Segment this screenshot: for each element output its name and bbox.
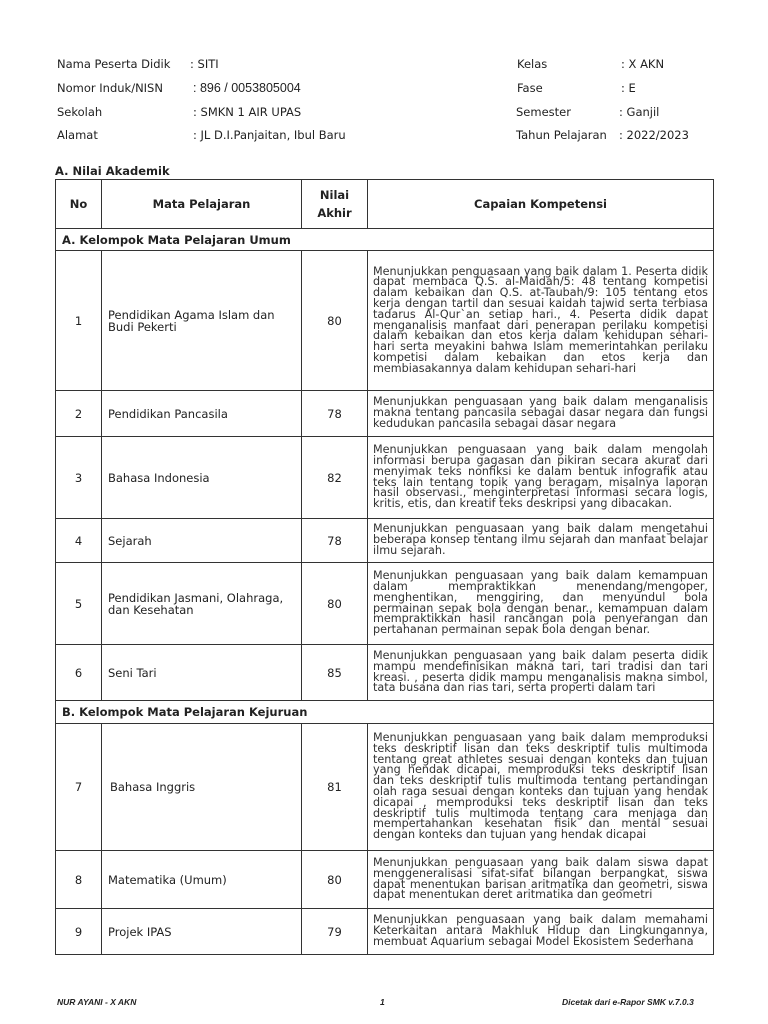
footer-right: Dicetak dari e-Rapor SMK v.7.0.3	[562, 997, 694, 1007]
row-subject: Bahasa Indonesia	[102, 437, 302, 519]
row-subject: Bahasa Inggris	[102, 724, 302, 851]
row-competency: Menunjukkan penguasaan yang baik dalam 1. Peserta didik dapat membaca Q.S. al-Maidah/5: 48 tentang kompetisi dalam kebaikan dan Q.S. at-Taubah/9: 105 tentang etos kerja dengan tartil dan sesuai kaidah tajwid serta terbiasa tadarus Al-Qur`an setiap hari., 4. Peserta didik dapat menganalisis manfaat dari penerapan perilaku kompetisi dalam kebaikan dan etos kerja dalam kehidupan sehari-hari serta meyakini bahwa Islam memerintahkan perilaku kompetisi dalam kebaikan dan etos kerja dan membiasakannya dalam kehidupan sehari-hari	[368, 251, 714, 391]
semester-value: : Ganjil	[619, 105, 660, 119]
school-label: Sekolah	[57, 105, 103, 119]
row-score: 82	[302, 437, 368, 519]
address-value: : JL D.I.Panjaitan, Ibul Baru	[193, 128, 346, 142]
phase-label: Fase	[517, 81, 543, 95]
row-competency: Menunjukkan penguasaan yang baik dalam menganalisis makna tentang pancasila sebagai dasar negara dan fungsi kedudukan pancasila sebagai dasar negara	[368, 391, 714, 437]
table-row	[56, 851, 714, 909]
row-competency: Menunjukkan penguasaan yang baik dalam mengolah informasi berupa gagasan dan pikiran secara akurat dari menyimak teks nonfiksi ke dalam bentuk infografik atau teks lain tentang topik yang beragam, misalnya laporan hasil observasi., menginterpretasi informasi secara logis, kritis, etis, dan kreatif teks deskripsi yang dibacakan.	[368, 437, 714, 519]
class-label: Kelas	[517, 57, 548, 71]
row-competency: Menunjukkan penguasaan yang baik dalam memproduksi teks deskriptif lisan dan teks deskriptif tulis multimoda tentang great athletes sesuai dengan konteks dan tujuan yang hendak dicapai, memproduksi teks deskriptif lisan dan teks deskriptif tulis multimoda tentang pertandingan olah raga sesuai dengan konteks dan tujuan yang hendak dicapai , memproduksi teks deskriptif lisan dan teks deskriptif tulis multimoda tentang cara menjaga dan mempertahankan kesehatan fisik dan mental sesuai dengan konteks dan tujuan yang hendak dicapai	[368, 724, 714, 851]
table-row	[56, 519, 714, 563]
name-value: : SITI	[190, 57, 219, 71]
row-subject: Pendidikan Pancasila	[102, 391, 302, 437]
class-value: : X AKN	[621, 57, 665, 71]
row-no: 3	[56, 437, 102, 519]
group-b-label: B. Kelompok Mata Pelajaran Kejuruan	[56, 701, 714, 724]
phase-value: : E	[621, 81, 636, 95]
row-competency: Menunjukkan penguasaan yang baik dalam mengetahui beberapa konsep tentang ilmu sejarah dan manfaat belajar ilmu sejarah.	[368, 519, 714, 563]
table-row	[56, 724, 714, 851]
row-score: 80	[302, 251, 368, 391]
row-competency: Menunjukkan penguasaan yang baik dalam peserta didik mampu mendefinisikan makna tari, tari tradisi dan tari kreasi. , peserta didik mampu menganalisis makna simbol, tata busana dan rias tari, serta properti dalam tari	[368, 645, 714, 701]
row-score: 78	[302, 391, 368, 437]
row-competency: Menunjukkan penguasaan yang baik dalam siswa dapat menggeneralisasi sifat-sifat bilangan berpangkat, siswa dapat menentukan barisan aritmatika dan geometri, siswa dapat menentukan deret aritmatika dan geometri	[368, 851, 714, 909]
row-score: 85	[302, 645, 368, 701]
table-header-row	[56, 180, 714, 229]
address-label: Alamat	[57, 128, 98, 142]
table-row	[56, 645, 714, 701]
row-subject: Matematika (Umum)	[102, 851, 302, 909]
table-row	[56, 391, 714, 437]
row-score: 78	[302, 519, 368, 563]
table-row	[56, 563, 714, 645]
row-competency: Menunjukkan penguasaan yang baik dalam kemampuan dalam mempraktikkan menendang/mengoper, menghentikan, menggiring, dan menyundul bola permainan sepak bola dengan benar., kemampuan dalam mempraktikkan hasil rancangan pola penyerangan dan pertahanan permainan sepak bola dengan benar.	[368, 563, 714, 645]
header-score-line1: Nilai	[319, 188, 350, 202]
row-subject: Projek IPAS	[102, 909, 302, 955]
year-label: Tahun Pelajaran	[516, 128, 607, 142]
group-row-b	[56, 701, 714, 724]
header-score	[302, 180, 368, 229]
header-subject: Mata Pelajaran	[102, 180, 302, 229]
group-a-label: A. Kelompok Mata Pelajaran Umum	[56, 229, 714, 251]
row-no: 2	[56, 391, 102, 437]
nisn-label: Nomor Induk/NISN	[57, 81, 163, 95]
footer-left: NUR AYANI - X AKN	[57, 997, 137, 1007]
group-row-a	[56, 229, 714, 251]
school-value: : SMKN 1 AIR UPAS	[193, 105, 302, 119]
row-no: 8	[56, 851, 102, 909]
grades-table	[55, 179, 714, 955]
header-no: No	[56, 180, 102, 229]
row-no: 6	[56, 645, 102, 701]
row-no: 4	[56, 519, 102, 563]
table-row	[56, 909, 714, 955]
row-subject: Seni Tari	[102, 645, 302, 701]
table-row	[56, 437, 714, 519]
row-competency: Menunjukkan penguasaan yang baik dalam memahami Keterkaitan antara Makhluk Hidup dan Lingkungannya, membuat Aquarium sebagai Model Ekosistem Sederhana	[368, 909, 714, 955]
row-subject: Pendidikan Agama Islam dan Budi Pekerti	[102, 251, 302, 391]
row-no: 5	[56, 563, 102, 645]
header-score-line2: Akhir	[317, 206, 352, 220]
row-no: 9	[56, 909, 102, 955]
row-subject: Sejarah	[102, 519, 302, 563]
row-score: 80	[302, 563, 368, 645]
footer-page-number: 1	[380, 997, 385, 1007]
row-score: 81	[302, 724, 368, 851]
row-no: 1	[56, 251, 102, 391]
row-score: 79	[302, 909, 368, 955]
table-row	[56, 251, 714, 391]
semester-label: Semester	[516, 105, 571, 119]
row-subject: Pendidikan Jasmani, Olahraga, dan Kesehatan	[102, 563, 302, 645]
section-title: A. Nilai Akademik	[55, 164, 170, 178]
name-label: Nama Peserta Didik	[57, 57, 171, 71]
nisn-value: : 896 / 0053805004	[193, 81, 301, 95]
header-competency: Capaian Kompetensi	[368, 180, 714, 229]
row-score: 80	[302, 851, 368, 909]
row-no: 7	[56, 724, 102, 851]
year-value: : 2022/2023	[619, 128, 689, 142]
